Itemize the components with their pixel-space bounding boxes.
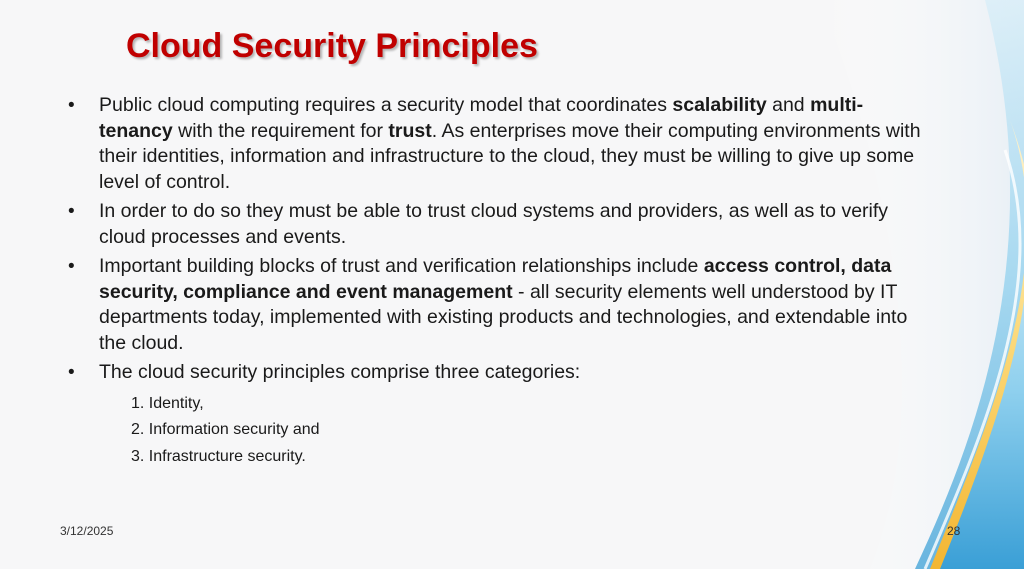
bullet-marker: • (68, 256, 75, 277)
bullet-marker: • (68, 95, 75, 116)
keyword-building-blocks: access control, data security, compliance and event management (99, 255, 892, 303)
category-item-information-security: 2. Information security and (131, 421, 320, 438)
bullet-item (68, 93, 928, 195)
bullet-text: Important building blocks of trust and verification relationships include access control, data security, compliance and event management - all security elements well understood by IT departments today, implemented with existing products and technologies, and extendable into the cloud. (99, 255, 908, 354)
category-item-identity: 1. Identity, (131, 394, 204, 412)
bullet-text: Public cloud computing requires a security model that coordinates scalability and multi-tenancy with the requirement for trust. As enterprises move their computing environments with their identities, information and infrastructure to the cloud, they must be willing to give up some level of control. (99, 94, 921, 193)
bullet-marker: • (68, 362, 75, 383)
bullet-text: The cloud security principles comprise three categories: (99, 361, 581, 383)
category-item-infrastructure-security: 3. Infrastructure security. (131, 447, 306, 465)
page-number: 28 (947, 524, 961, 538)
footer-date: 3/12/2025 (60, 524, 114, 538)
bullet-item (68, 199, 928, 250)
keyword-multi-tenancy: multi-tenancy (99, 94, 864, 142)
bullet-list (68, 93, 928, 470)
bullet-item (68, 254, 928, 356)
category-list (131, 391, 928, 471)
keyword-scalability: scalability (672, 94, 767, 116)
bullet-marker: • (68, 201, 75, 222)
bullet-text: In order to do so they must be able to trust cloud systems and providers, as well as to verify cloud processes and events. (99, 200, 889, 248)
keyword-trust: trust (388, 119, 432, 142)
slide-title: Cloud Security Principles (126, 27, 538, 65)
bullet-item (68, 360, 928, 386)
